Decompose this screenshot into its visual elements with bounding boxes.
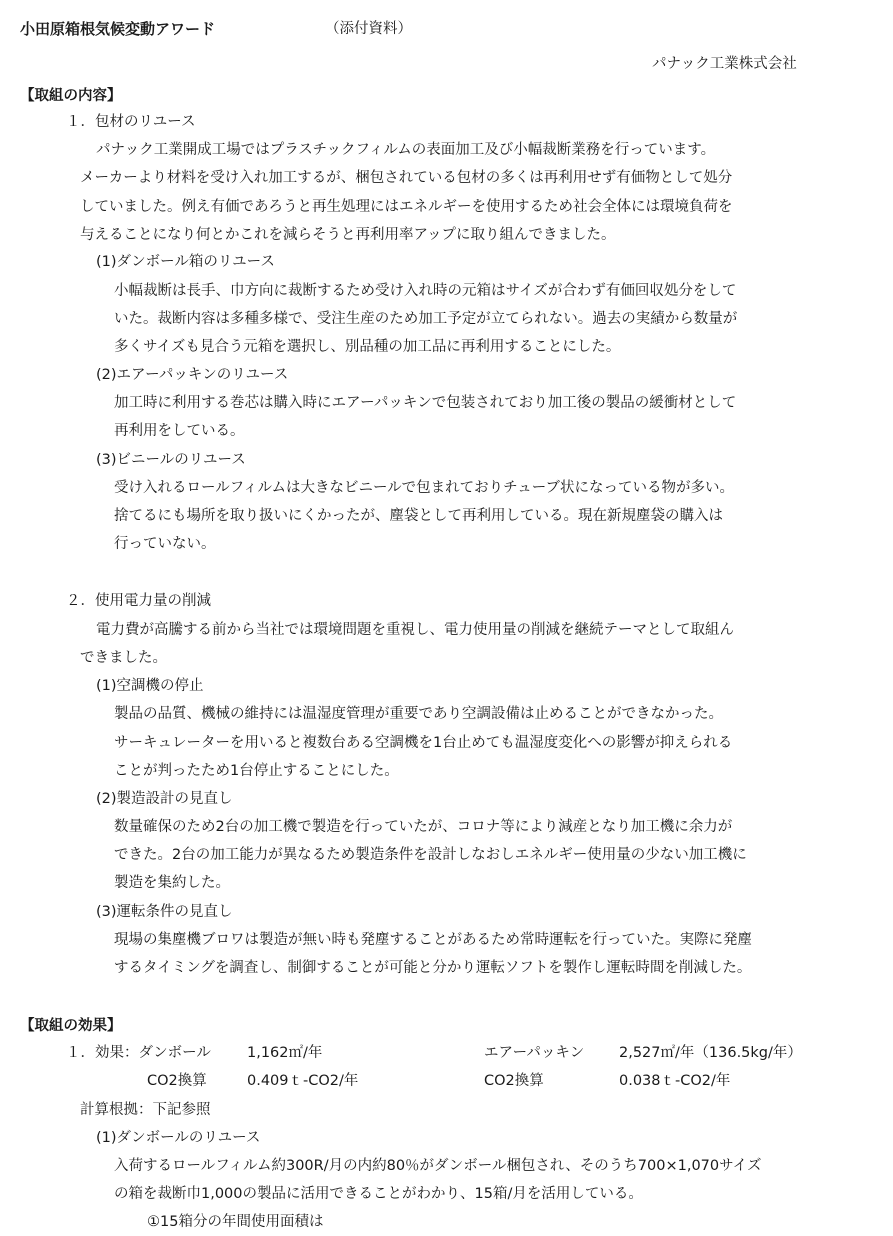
subitem-title-air-packing: (2)エアーパッキンのリユース bbox=[96, 367, 289, 383]
co2-label-air-packing: CO2換算 bbox=[484, 1073, 544, 1089]
paragraph-line: できました。 bbox=[80, 650, 167, 666]
paragraph-line: メーカーより材料を受け入れ加工するが、梱包されている包材の多くは再利用せず有価物として処分 bbox=[80, 170, 733, 186]
subitem-title-manufacturing: (2)製造設計の見直し bbox=[96, 791, 233, 807]
subitem-title-aircon: (1)空調機の停止 bbox=[96, 678, 204, 694]
paragraph-line: 小幅裁断は長手、巾方向に裁断するため受け入れ時の元箱はサイズが合わず有価回収処分をして bbox=[114, 283, 737, 299]
co2-value-cardboard: 0.409ｔ-CO2/年 bbox=[247, 1073, 359, 1089]
paragraph-line: 現場の集塵機ブロワは製造が無い時も発塵することがあるため常時運転を行っていた。実際に発塵 bbox=[114, 932, 752, 948]
co2-value-air-packing: 0.038ｔ-CO2/年 bbox=[619, 1073, 731, 1089]
paragraph-line: 再利用をしている。 bbox=[114, 423, 245, 439]
numbered-item: ①15箱分の年間使用面積は bbox=[147, 1214, 324, 1230]
paragraph-line: 多くサイズも見合う元箱を選択し、別品種の加工品に再利用することにした。 bbox=[114, 339, 621, 355]
company-name: パナック工業株式会社 bbox=[652, 56, 797, 72]
paragraph-line: 捨てるにも場所を取り扱いにくかったが、塵袋として再利用している。現在新規塵袋の購入は bbox=[114, 508, 723, 524]
air-packing-label: エアーパッキン bbox=[484, 1045, 585, 1061]
calculation-basis: 計算根拠：下記参照 bbox=[80, 1102, 211, 1118]
attachment-label: （添付資料） bbox=[325, 21, 412, 37]
subitem-title-vinyl: (3)ビニールのリユース bbox=[96, 452, 246, 468]
paragraph-line: サーキュレーターを用いると複数台ある空調機を1台止めても温湿度変化への影響が抑えられる bbox=[114, 735, 733, 751]
paragraph-line: 加工時に利用する巻芯は購入時にエアーパッキンで包装されており加工後の製品の緩衝材として bbox=[114, 395, 737, 411]
section-heading-effects: 【取組の効果】 bbox=[20, 1018, 122, 1034]
paragraph-line: 入荷するロールフィルム約300R/月の内約80％がダンボール梱包され、そのうち700×1,070サイズ bbox=[114, 1158, 762, 1174]
air-packing-value: 2,527㎡/年（136.5kg/年） bbox=[619, 1045, 802, 1061]
document-title: 小田原箱根気候変動アワード bbox=[20, 20, 216, 38]
paragraph-line: していました。例え有価であろうと再生処理にはエネルギーを使用するため社会全体には環境負荷を bbox=[80, 199, 733, 215]
item-title-packaging-reuse: １．包材のリユース bbox=[66, 114, 196, 130]
subitem-title-cardboard: (1)ダンボール箱のリユース bbox=[96, 254, 275, 270]
paragraph-line: パナック工業開成工場ではプラスチックフィルムの表面加工及び小幅裁断業務を行っています。 bbox=[96, 142, 716, 158]
paragraph-line: いた。裁断内容は多種多様で、受注生産のため加工予定が立てられない。過去の実績から数量が bbox=[114, 311, 738, 327]
subitem-title-operation: (3)運転条件の見直し bbox=[96, 904, 233, 920]
paragraph-line: 与えることになり何とかこれを減らそうと再利用率アップに取り組んできました。 bbox=[80, 227, 616, 243]
paragraph-line: 製造を集約した。 bbox=[114, 875, 230, 891]
paragraph-line: ことが判ったため1台停止することにした。 bbox=[114, 763, 399, 779]
effects-label: １．効果：ダンボール bbox=[66, 1045, 211, 1061]
cardboard-area-value: 1,162㎡/年 bbox=[247, 1045, 323, 1061]
item-title-power-reduction: ２．使用電力量の削減 bbox=[66, 593, 211, 609]
paragraph-line: 行っていない。 bbox=[114, 536, 216, 552]
paragraph-line: 受け入れるロールフィルムは大きなビニールで包まれておりチューブ状になっている物が多い。 bbox=[114, 480, 735, 496]
paragraph-line: できた。2台の加工能力が異なるため製造条件を設計しなおしエネルギー使用量の少ない加工機に bbox=[114, 847, 747, 863]
section-heading-content: 【取組の内容】 bbox=[20, 88, 122, 104]
paragraph-line: 数量確保のため2台の加工機で製造を行っていたが、コロナ等により減産となり加工機に余力が bbox=[114, 819, 733, 835]
paragraph-line: するタイミングを調査し、制御することが可能と分かり運転ソフトを製作し運転時間を削減した。 bbox=[114, 960, 752, 976]
paragraph-line: の箱を裁断巾1,000の製品に活用できることがわかり、15箱/月を活用している。 bbox=[114, 1186, 643, 1202]
paragraph-line: 製品の品質、機械の維持には温湿度管理が重要であり空調設備は止めることができなかった。 bbox=[114, 706, 723, 722]
paragraph-line: 電力費が高騰する前から当社では環境問題を重視し、電力使用量の削減を継続テーマとして取組ん bbox=[96, 622, 734, 638]
subitem-title-cardboard-reuse: (1)ダンボールのリユース bbox=[96, 1130, 261, 1146]
co2-label-cardboard: CO2換算 bbox=[147, 1073, 207, 1089]
